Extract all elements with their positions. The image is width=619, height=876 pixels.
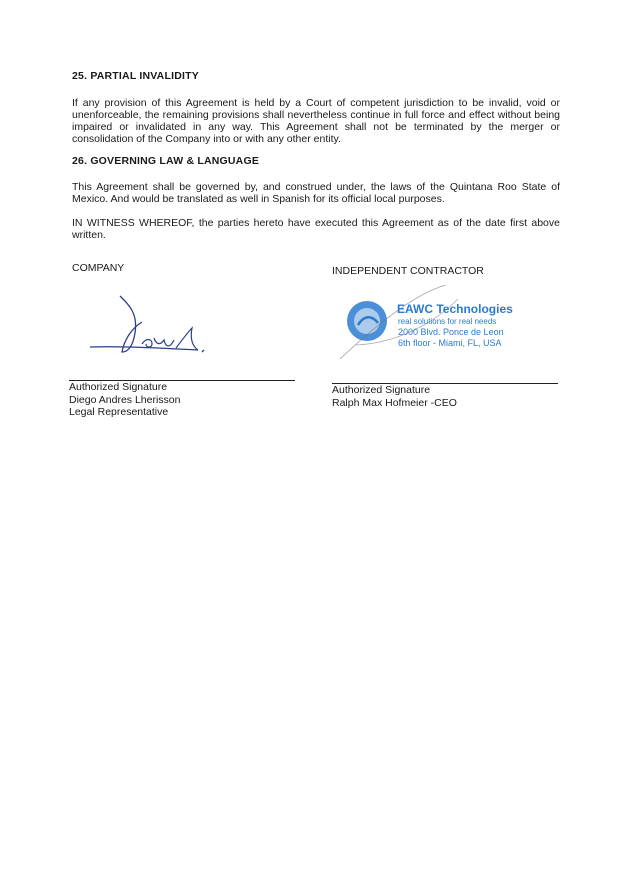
company-signature-block	[69, 381, 181, 419]
company-signatory-role: Legal Representative	[69, 406, 169, 418]
contractor-signature-caption: Authorized Signature	[332, 384, 431, 396]
company-label: COMPANY	[72, 262, 125, 274]
contractor-signature-block	[332, 384, 457, 409]
company-handwritten-signature	[80, 288, 230, 360]
witness-paragraph: IN WITNESS WHEREOF, the parties hereto have executed this Agreement as of the date first above written.	[72, 217, 560, 241]
section-26-paragraph: This Agreement shall be governed by, and construed under, the laws of the Quintana Roo State of Mexico. And would be translated as well in Spanish for its official local purposes.	[72, 181, 560, 205]
company-signature-caption: Authorized Signature	[69, 381, 168, 393]
stamp-address-line1: 2000 Blvd. Ponce de Leon	[398, 327, 504, 337]
section-25-heading: 25. PARTIAL INVALIDITY	[72, 70, 199, 82]
contractor-label: INDEPENDENT CONTRACTOR	[332, 265, 484, 277]
section-26-heading: 26. GOVERNING LAW & LANGUAGE	[72, 155, 260, 167]
stamp-company-name: EAWC Technologies	[397, 302, 513, 316]
section-25-paragraph: If any provision of this Agreement is held by a Court of competent jurisdiction to be invalid, void or unenforceable, the remaining provisions shall nevertheless continue in full force and effect without being impaired or invalidated in any way. This Agreement shall not be terminated by the merger or consolidation of the Company into or with any other entity.	[72, 97, 560, 145]
company-signatory-name: Diego Andres Lherisson	[69, 393, 181, 406]
contractor-signatory-name: Ralph Max Hofmeier -CEO	[332, 396, 457, 409]
stamp-tagline: real solutions for real needs	[398, 317, 497, 326]
stamp-address-line2: 6th floor - Miami, FL, USA	[398, 338, 502, 348]
company-stamp	[336, 285, 536, 360]
